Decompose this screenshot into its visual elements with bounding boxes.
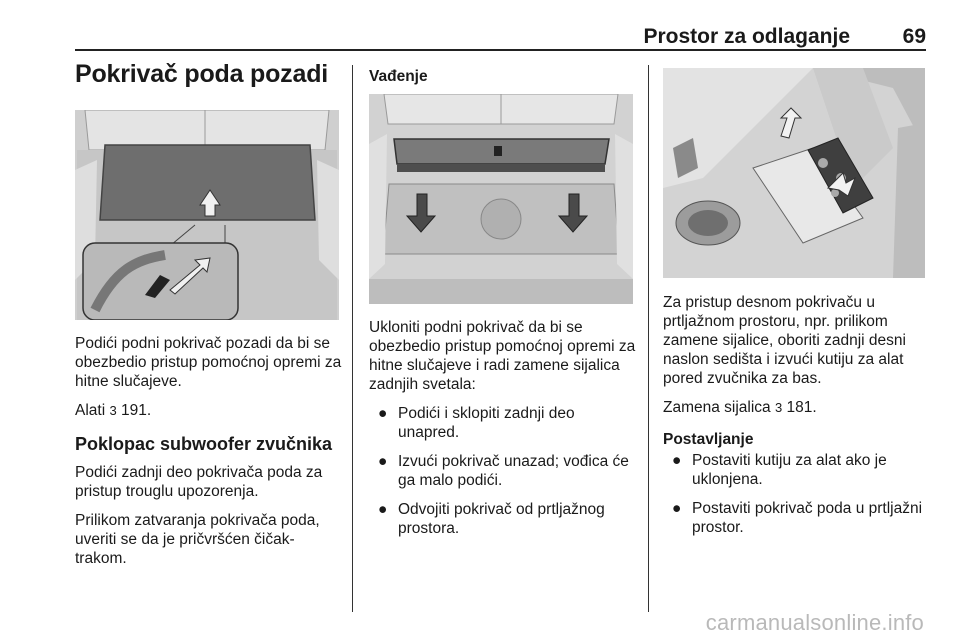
illustration-toolbox: [663, 68, 925, 278]
removal-steps: [369, 404, 637, 538]
paragraph-tools-ref: [75, 401, 343, 420]
tools-label: Alati: [75, 402, 106, 419]
paragraph-right-cover-access: Za pristup desnom pokrivaču u prtljažnom prostoru, npr. prilikom zamene sijalice, oboriti zadnji desni naslon sedišta i izvući kutiju za alat pored zvučnika za bas.: [663, 294, 906, 387]
illustration-floor-cover: [75, 110, 339, 320]
list-item: ● Podići i sklopiti zadnji deo unapred.: [378, 405, 575, 441]
column-divider-2: [648, 65, 649, 612]
list-item: ● Postaviti kutiju za alat ako je uklonjena.: [672, 452, 887, 488]
column-3: [663, 60, 931, 547]
bullet-icon: ●: [378, 501, 388, 518]
subheading-installation: Postavljanje: [663, 431, 754, 448]
paragraph-lamp-ref: [663, 398, 931, 417]
section-title-subwoofer: Poklopac subwoofer zvučnika: [75, 434, 333, 454]
paragraph-subwoofer-2: Prilikom zatvaranja pokrivača poda, uveriti se da je pričvršćen čičak-trakom.: [75, 512, 320, 567]
list-item: ● Izvući pokrivač unazad; vođica će ga malo podići.: [378, 453, 629, 489]
list-item: ● Odvojiti pokrivač od prtljažnog prostora.: [378, 501, 605, 537]
running-title: Prostor za odlaganje: [643, 25, 850, 48]
column-2: [369, 60, 637, 548]
trunk-floor-illustration: [75, 110, 339, 320]
paragraph-removal-intro: Ukloniti podni pokrivač da bi se obezbedio pristup pomoćnoj opremi za hitne slučajeve i radi zamene sijalica zadnjih svetala:: [369, 319, 636, 393]
bullet-icon: ●: [672, 452, 682, 469]
lamp-label: Zamena sijalica: [663, 399, 771, 416]
subheading-removal: Vađenje: [369, 68, 428, 85]
bullet-icon: ●: [378, 453, 388, 470]
section-title-floor-cover: Pokrivač poda pozadi: [75, 60, 329, 88]
watermark: carmanualsonline.info: [705, 610, 924, 635]
column-1: [75, 60, 343, 578]
bullet-icon: ●: [672, 500, 682, 517]
paragraph-lift-cover: Podići podni pokrivač pozadi da bi se obezbedio pristup pomoćnoj opremi za hitne slučajeve.: [75, 335, 342, 390]
page-ref-icon: 3: [109, 403, 117, 418]
lamp-page-ref[interactable]: 181.: [786, 399, 817, 416]
installation-steps: [663, 451, 931, 537]
toolbox-speaker-illustration: [663, 68, 925, 278]
page-ref-icon: 3: [775, 400, 783, 415]
paragraph-subwoofer-1: Podići zadnji deo pokrivača poda za pristup trouglu upozorenja.: [75, 464, 323, 500]
bullet-icon: ●: [378, 405, 388, 422]
illustration-removal: [369, 94, 633, 304]
trunk-removal-illustration: [369, 94, 633, 304]
column-divider-1: [352, 65, 353, 612]
list-item: ● Postaviti pokrivač poda u prtljažni prostor.: [672, 500, 923, 536]
header-rule: [75, 49, 926, 51]
page-number: 69: [902, 25, 926, 48]
tools-page-ref[interactable]: 191.: [121, 402, 152, 419]
